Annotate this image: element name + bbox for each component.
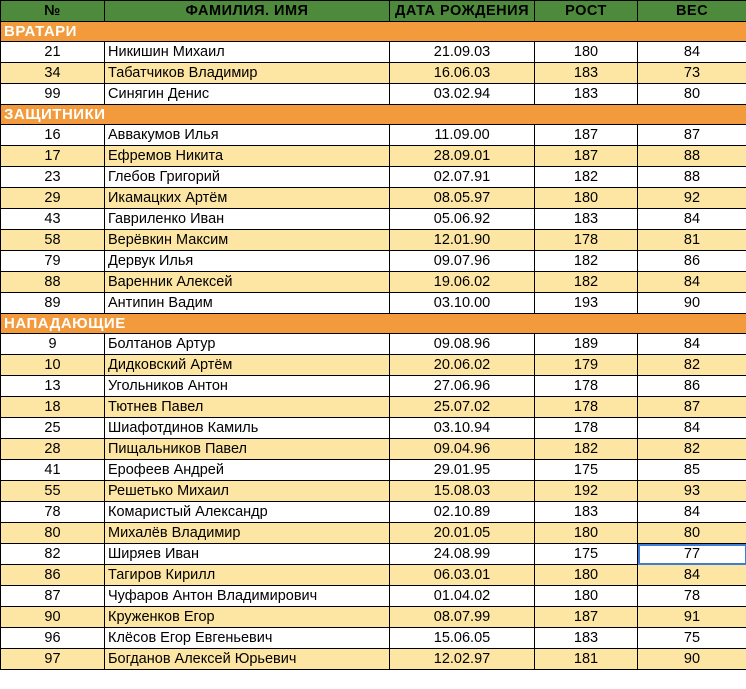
table-row	[1, 523, 746, 544]
cell-weight[interactable]: 84	[638, 42, 746, 63]
cell-num[interactable]: 41	[1, 460, 105, 481]
cell-weight[interactable]: 84	[638, 209, 746, 230]
header-height[interactable]: РОСТ	[535, 1, 638, 22]
selected-cell[interactable]: 77	[638, 544, 746, 565]
table-row	[1, 230, 746, 251]
section-title[interactable]: ВРАТАРИ	[1, 22, 746, 42]
table-row	[1, 272, 746, 293]
cell-num[interactable]: 21	[1, 42, 105, 63]
cell-num[interactable]: 87	[1, 586, 105, 607]
cell-dob[interactable]: 20.01.05	[390, 523, 535, 544]
table-row	[1, 63, 746, 84]
cell-height[interactable]: 182	[535, 251, 638, 272]
table-row	[1, 125, 746, 146]
cell-dob[interactable]: 12.01.90	[390, 230, 535, 251]
cell-height[interactable]: 183	[535, 502, 638, 523]
cell-num[interactable]: 10	[1, 355, 105, 376]
cell-dob[interactable]: 09.04.96	[390, 439, 535, 460]
cell-num[interactable]: 28	[1, 439, 105, 460]
cell-dob[interactable]: 03.10.00	[390, 293, 535, 314]
table-row	[1, 42, 746, 63]
cell-name[interactable]: Ерофеев Андрей	[105, 460, 390, 481]
cell-height[interactable]: 183	[535, 209, 638, 230]
cell-name[interactable]: Верёвкин Максим	[105, 230, 390, 251]
cell-height[interactable]: 187	[535, 607, 638, 628]
cell-dob[interactable]: 15.06.05	[390, 628, 535, 649]
table-row	[1, 293, 746, 314]
header-dob[interactable]: ДАТА РОЖДЕНИЯ	[390, 1, 535, 22]
cell-name[interactable]: Аввакумов Илья	[105, 125, 390, 146]
cell-height[interactable]: 181	[535, 649, 638, 670]
cell-height[interactable]: 179	[535, 355, 638, 376]
cell-name[interactable]: Варенник Алексей	[105, 272, 390, 293]
cell-weight[interactable]: 85	[638, 460, 746, 481]
cell-num[interactable]: 55	[1, 481, 105, 502]
cell-num[interactable]: 34	[1, 63, 105, 84]
cell-weight[interactable]: 86	[638, 376, 746, 397]
cell-height[interactable]: 178	[535, 418, 638, 439]
cell-name[interactable]: Решетько Михаил	[105, 481, 390, 502]
cell-weight[interactable]: 84	[638, 272, 746, 293]
cell-dob[interactable]: 21.09.03	[390, 42, 535, 63]
table-row	[1, 84, 746, 105]
cell-dob[interactable]: 20.06.02	[390, 355, 535, 376]
cell-height[interactable]: 178	[535, 376, 638, 397]
table-row	[1, 376, 746, 397]
cell-weight[interactable]: 75	[638, 628, 746, 649]
cell-weight[interactable]: 90	[638, 649, 746, 670]
cell-name[interactable]: Пищальников Павел	[105, 439, 390, 460]
cell-height[interactable]: 187	[535, 125, 638, 146]
cell-dob[interactable]: 08.05.97	[390, 188, 535, 209]
cell-name[interactable]: Глебов Григорий	[105, 167, 390, 188]
table-row	[1, 355, 746, 376]
cell-dob[interactable]: 09.08.96	[390, 334, 535, 355]
header-name[interactable]: ФАМИЛИЯ. ИМЯ	[105, 1, 390, 22]
cell-dob[interactable]: 29.01.95	[390, 460, 535, 481]
cell-height[interactable]: 180	[535, 42, 638, 63]
cell-dob[interactable]: 09.07.96	[390, 251, 535, 272]
cell-num[interactable]: 25	[1, 418, 105, 439]
cell-name[interactable]: Табатчиков Владимир	[105, 63, 390, 84]
table-row	[1, 188, 746, 209]
cell-num[interactable]: 29	[1, 188, 105, 209]
table-row	[1, 586, 746, 607]
cell-weight[interactable]: 92	[638, 188, 746, 209]
cell-height[interactable]: 183	[535, 84, 638, 105]
section-header-row	[1, 105, 746, 125]
table-row	[1, 146, 746, 167]
header-weight[interactable]: ВЕС	[638, 1, 746, 22]
table-row	[1, 502, 746, 523]
cell-num[interactable]: 80	[1, 523, 105, 544]
cell-weight[interactable]: 88	[638, 167, 746, 188]
table-row	[1, 167, 746, 188]
cell-height[interactable]: 180	[535, 523, 638, 544]
cell-dob[interactable]: 24.08.99	[390, 544, 535, 565]
cell-height[interactable]: 183	[535, 628, 638, 649]
cell-dob[interactable]: 15.08.03	[390, 481, 535, 502]
cell-weight[interactable]: 84	[638, 502, 746, 523]
cell-weight[interactable]: 78	[638, 586, 746, 607]
cell-weight[interactable]: 80	[638, 84, 746, 105]
cell-name[interactable]: Богданов Алексей Юрьевич	[105, 649, 390, 670]
cell-weight[interactable]: 93	[638, 481, 746, 502]
section-header-row	[1, 314, 746, 334]
cell-name[interactable]: Михалёв Владимир	[105, 523, 390, 544]
cell-num[interactable]: 78	[1, 502, 105, 523]
cell-name[interactable]: Антипин Вадим	[105, 293, 390, 314]
cell-num[interactable]: 90	[1, 607, 105, 628]
cell-dob[interactable]: 12.02.97	[390, 649, 535, 670]
cell-name[interactable]: Болтанов Артур	[105, 334, 390, 355]
cell-weight[interactable]: 84	[638, 418, 746, 439]
cell-name[interactable]: Икамацких Артём	[105, 188, 390, 209]
cell-name[interactable]: Гавриленко Иван	[105, 209, 390, 230]
cell-num[interactable]: 86	[1, 565, 105, 586]
cell-num[interactable]: 82	[1, 544, 105, 565]
table-row	[1, 607, 746, 628]
cell-dob[interactable]: 02.10.89	[390, 502, 535, 523]
cell-dob[interactable]: 05.06.92	[390, 209, 535, 230]
table-row	[1, 209, 746, 230]
cell-name[interactable]: Дервук Илья	[105, 251, 390, 272]
cell-weight[interactable]: 84	[638, 565, 746, 586]
cell-name[interactable]: Ефремов Никита	[105, 146, 390, 167]
cell-dob[interactable]: 11.09.00	[390, 125, 535, 146]
table-row	[1, 439, 746, 460]
cell-num[interactable]: 58	[1, 230, 105, 251]
table-row	[1, 334, 746, 355]
cell-num[interactable]: 9	[1, 334, 105, 355]
cell-num[interactable]: 88	[1, 272, 105, 293]
cell-name[interactable]: Синягин Денис	[105, 84, 390, 105]
cell-height[interactable]: 182	[535, 167, 638, 188]
cell-name[interactable]: Чуфаров Антон Владимирович	[105, 586, 390, 607]
cell-name[interactable]: Тагиров Кирилл	[105, 565, 390, 586]
cell-weight[interactable]: 91	[638, 607, 746, 628]
cell-height[interactable]: 178	[535, 397, 638, 418]
table-row	[1, 649, 746, 670]
cell-weight[interactable]: 90	[638, 293, 746, 314]
cell-height[interactable]: 183	[535, 63, 638, 84]
cell-height[interactable]: 178	[535, 230, 638, 251]
cell-dob[interactable]: 16.06.03	[390, 63, 535, 84]
cell-name[interactable]: Никишин Михаил	[105, 42, 390, 63]
cell-num[interactable]: 89	[1, 293, 105, 314]
cell-height[interactable]: 187	[535, 146, 638, 167]
table-row	[1, 481, 746, 502]
table-row	[1, 565, 746, 586]
cell-num[interactable]: 16	[1, 125, 105, 146]
cell-height[interactable]: 175	[535, 544, 638, 565]
cell-num[interactable]: 96	[1, 628, 105, 649]
cell-height[interactable]: 189	[535, 334, 638, 355]
cell-dob[interactable]: 19.06.02	[390, 272, 535, 293]
cell-dob[interactable]: 06.03.01	[390, 565, 535, 586]
cell-dob[interactable]: 28.09.01	[390, 146, 535, 167]
cell-weight[interactable]: 86	[638, 251, 746, 272]
cell-dob[interactable]: 02.07.91	[390, 167, 535, 188]
table-row	[1, 418, 746, 439]
cell-name[interactable]: Угольников Антон	[105, 376, 390, 397]
cell-weight[interactable]: 87	[638, 125, 746, 146]
cell-name[interactable]: Тютнев Павел	[105, 397, 390, 418]
cell-height[interactable]: 192	[535, 481, 638, 502]
cell-num[interactable]: 13	[1, 376, 105, 397]
section-title[interactable]: НАПАДАЮЩИЕ	[1, 314, 746, 334]
table-body	[1, 22, 746, 670]
section-header-row	[1, 22, 746, 42]
table-row	[1, 251, 746, 272]
cell-weight[interactable]: 82	[638, 439, 746, 460]
cell-dob[interactable]: 01.04.02	[390, 586, 535, 607]
cell-height[interactable]: 182	[535, 272, 638, 293]
cell-num[interactable]: 17	[1, 146, 105, 167]
cell-num[interactable]: 43	[1, 209, 105, 230]
cell-height[interactable]: 175	[535, 460, 638, 481]
cell-dob[interactable]: 03.02.94	[390, 84, 535, 105]
cell-num[interactable]: 79	[1, 251, 105, 272]
cell-name[interactable]: Комаристый Александр	[105, 502, 390, 523]
cell-height[interactable]: 180	[535, 586, 638, 607]
cell-name[interactable]: Круженков Егор	[105, 607, 390, 628]
table-header	[1, 1, 746, 22]
cell-name[interactable]: Шиафотдинов Камиль	[105, 418, 390, 439]
cell-weight[interactable]: 73	[638, 63, 746, 84]
cell-num[interactable]: 18	[1, 397, 105, 418]
table-row	[1, 544, 746, 565]
cell-weight[interactable]: 80	[638, 523, 746, 544]
table-row	[1, 397, 746, 418]
cell-num[interactable]: 97	[1, 649, 105, 670]
cell-dob[interactable]: 25.07.02	[390, 397, 535, 418]
cell-num[interactable]: 23	[1, 167, 105, 188]
section-title[interactable]: ЗАЩИТНИКИ	[1, 105, 746, 125]
cell-dob[interactable]: 27.06.96	[390, 376, 535, 397]
cell-weight[interactable]: 82	[638, 355, 746, 376]
cell-dob[interactable]: 08.07.99	[390, 607, 535, 628]
cell-height[interactable]: 180	[535, 188, 638, 209]
cell-height[interactable]: 193	[535, 293, 638, 314]
cell-name[interactable]: Клёсов Егор Евгеньевич	[105, 628, 390, 649]
header-num[interactable]: №	[1, 1, 105, 22]
cell-dob[interactable]: 03.10.94	[390, 418, 535, 439]
cell-num[interactable]: 99	[1, 84, 105, 105]
cell-height[interactable]: 182	[535, 439, 638, 460]
cell-height[interactable]: 180	[535, 565, 638, 586]
table-row	[1, 460, 746, 481]
table-row	[1, 628, 746, 649]
cell-name[interactable]: Дидковский Артём	[105, 355, 390, 376]
cell-weight[interactable]: 88	[638, 146, 746, 167]
cell-weight[interactable]: 87	[638, 397, 746, 418]
cell-name[interactable]: Ширяев Иван	[105, 544, 390, 565]
cell-weight[interactable]: 84	[638, 334, 746, 355]
cell-weight[interactable]: 81	[638, 230, 746, 251]
